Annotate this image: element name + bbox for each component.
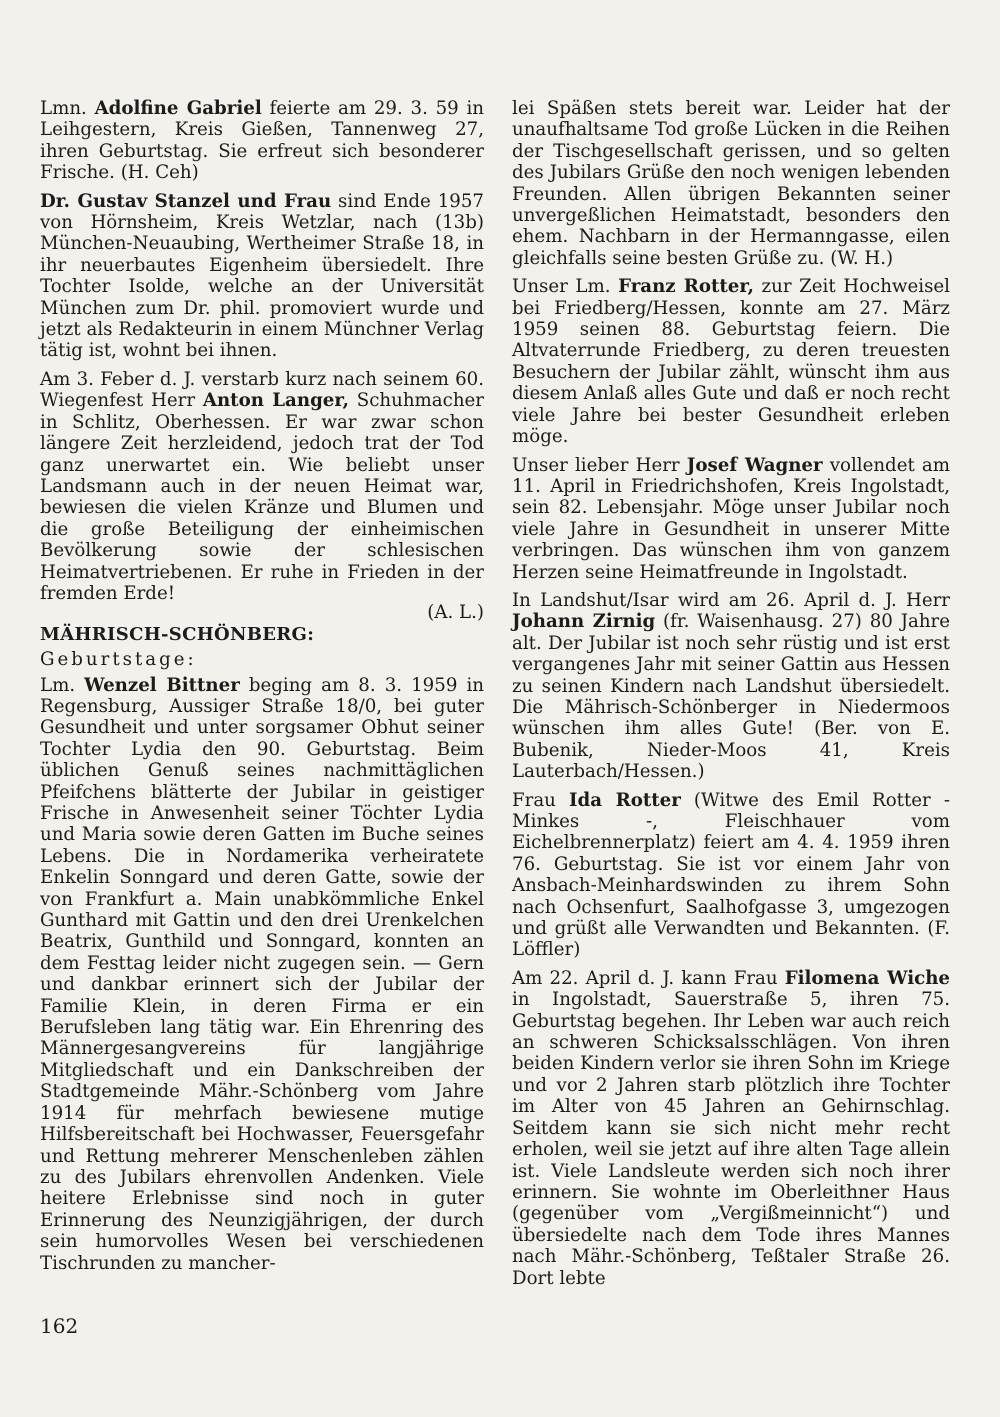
page-number: 162 [40, 1314, 79, 1338]
person-name: Dr. Gustav Stanzel und Frau [40, 190, 332, 212]
section-subheading: Geburtstage: [40, 649, 197, 671]
left-column [40, 98, 484, 1281]
paragraph-wagner: Unser lieber Herr Josef Wagner vollendet am 11. April in Friedrichshofen, Kreis Ingolstadt, sein 82. Lebensjahr. Möge unser Jubilar noch viele Jahre in Gesundheit in unserer Mitte verbringen. Das wünschen ihm von ganzem Herzen seine Heimatfreunde in Ingolstadt. [512, 454, 951, 583]
right-column [512, 98, 950, 1296]
paragraph-stanzel: Dr. Gustav Stanzel und Frau sind Ende 1957 von Hörnsheim, Kreis Wetzlar, nach (13b) München-Neuaubing, Wertheimer Straße 18, in ihr neuerbautes Eigenheim übersiedelt. Ihre Tochter Isolde, welche an der Universität München zum Dr. phil. promoviert wurde und jetzt als Redakteurin in einem Münchner Verlag tätig ist, wohnt bei ihnen. [40, 190, 484, 362]
paragraph-bittner: Lm. Wenzel Bittner beging am 8. 3. 1959 in Regensburg, Aussiger Straße 18/0, bei guter Gesundheit und unter sorgsamer Obhut seiner Tochter Lydia den 90. Geburtstag. Beim üblichen Genuß seines nachmittäglichen Pfeifchens blätterte der Jubilar in geistiger Frische in Anwesenheit seiner Töchter Lydia und Maria sowie deren Gatten im Buche seines Lebens. Die in Nordamerika verheiratete Enkelin Sonngard und deren Gatte, sowie der von Frankfurt a. Main unabkömmliche Enkel Gunthard mit Gattin und den drei Urenkelchen Beatrix, Gunthild und Sonngard, konnten an dem Festtag leider nicht zugegen sein. — Gern und dankbar erinnert sich der Jubilar der Familie Klein, in deren Firma er ein Berufsleben lang tätig war. Ein Ehrenring des Männergesangvereins für langjährige Mitgliedschaft und ein Dankschreiben der Stadtgemeinde Mähr.-Schönberg vom Jahre 1914 für mehrfach bewiesene mutige Hilfsbereitschaft bei Hochwasser, Feuersgefahr und Rettung mehrerer Menschenleben zählen zu des Jubilars ehrenvollen Andenken. Viele heitere Erlebnisse sind noch in guter Erinnerung des Neunzigjährigen, der durch sein humorvolles Wesen bei verschiedenen Tischrunden zu mancher- [40, 674, 484, 1274]
author-initials: (A. L.) [427, 602, 484, 624]
person-name: Wenzel Bittner [84, 674, 240, 696]
person-name: Adolfine Gabriel [94, 98, 262, 119]
paragraph-wiche: Am 22. April d. J. kann Frau Filomena Wiche in Ingolstadt, Sauerstraße 5, ihren 75. Geburtstag begehen. Ihr Leben war auch reich an schweren Schicksalsschlägen. Von ihren beiden Kindern verlor sie ihren Sohn im Kriege und vor 2 Jahren starb plötzlich ihre Tochter im Alter von 45 Jahren an Gehirnschlag. Seitdem kann sie sich nicht mehr recht erholen, weil sie jetzt auf ihre alten Tage allein ist. Viele Landsleute werden sich noch ihrer erinnern. Sie wohnte im Oberleithner Haus (gegenüber vom „Vergißmeinnicht“) und übersiedelte nach dem Tode ihres Mannes nach Mähr.-Schönberg, Teßtaler Straße 26. Dort lebte [512, 967, 951, 1289]
paragraph-ida-rotter: Frau Ida Rotter (Witwe des Emil Rotter - Minkes -, Fleischhauer vom Eichelbrennerplatz) feiert am 4. 4. 1959 ihren 76. Geburtstag. Sie ist vor einem Jahr von Ansbach-Meinhardswinden zu ihrem Sohn nach Ochsenfurt, Saalhofgasse 3, umgezogen und grüßt alle Verwandten und Bekannten. (F. Löffler) [512, 789, 950, 961]
person-name: Franz Rotter, [618, 276, 754, 298]
paragraph-gabriel: Lmn. Adolfine Gabriel feierte am 29. 3. 59 in Leihgestern, Kreis Gießen, Tannenweg 27, ihren Geburtstag. Sie erfreut sich besonderer Frische. (H. Ceh) [40, 98, 484, 184]
person-name: Anton Langer, [202, 390, 349, 412]
person-name: Josef Wagner [686, 454, 823, 476]
section-heading: MÄHRISCH-SCHÖNBERG: [40, 623, 315, 645]
paragraph-zirnig: In Landshut/Isar wird am 26. April d. J. Herr Johann Zirnig (fr. Waisenhausg. 27) 80 Jahre alt. Der Jubilar ist noch sehr rüstig und ist erst vergangenes Jahr mit seiner Gattin aus Hessen zu seinen Kindern nach Landshut übersiedelt. Die Mährisch-Schönberger in Niedermoos wünschen ihm alles Gute! (Ber. von E. Bubenik, Nieder-Moos 41, Kreis Lauterbach/Hessen.) [512, 589, 950, 783]
paragraph-continuation: lei Späßen stets bereit war. Leider hat der unaufhaltsame Tod große Lücken in die Reihen der Tischgesellschaft gerissen, und so gelten des Jubilars Grüße den noch wenigen lebenden Freunden. Allen übrigen Bekannten seiner unvergeßlichen Heimatstadt, besonders den ehem. Nachbarn in der Hermanngasse, eilen gleichfalls seine besten Grüße zu. (W. H.) [512, 98, 950, 269]
paragraph-langer: Am 3. Feber d. J. verstarb kurz nach seinem 60. Wiegenfest Herr Anton Langer, Schuhmacher in Schlitz, Oberhessen. Er war zwar schon längere Zeit herzleidend, jedoch trat der Tod ganz unerwartet ein. Wie beliebt unser Landsmann auch in der neuen Heimat war, bewiesen die vielen Kränze und Blumen und die große Beteiligung der einheimischen Bevölkerung sowie der schlesischen Heimatvertriebenen. Er ruhe in Frieden in der fremden Erde! [40, 368, 484, 604]
person-name: Johann Zirnig [512, 611, 656, 633]
person-name: Filomena Wiche [784, 967, 951, 989]
person-name: Ida Rotter [568, 789, 681, 811]
paragraph-franz-rotter: Unser Lm. Franz Rotter, zur Zeit Hochweisel bei Friedberg/Hessen, konnte am 27. März 1959 seinen 88. Geburtstag feiern. Die Altvaterrunde Friedberg, zu deren treuesten Besuchern der Jubilar zählt, wünscht ihm aus diesem Anlaß alles Gute und daß er noch recht viele Jahre bei bester Gesundheit erleben möge. [512, 276, 950, 448]
